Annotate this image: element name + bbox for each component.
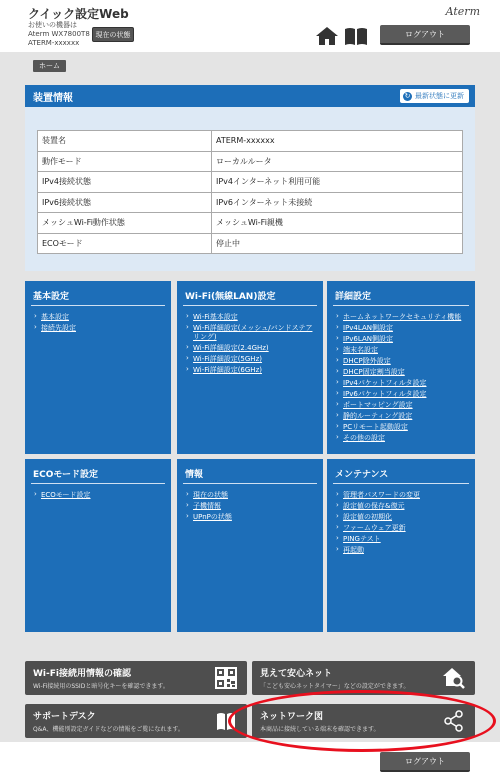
card-title: ネットワーク図 — [260, 712, 324, 722]
table-row — [38, 233, 463, 254]
logout-button-bottom[interactable]: ログアウト — [380, 752, 470, 772]
table-row — [38, 151, 463, 172]
logout-button-top[interactable]: ログアウト — [380, 25, 470, 45]
info-panel — [177, 459, 323, 632]
menu-link[interactable]: › その他の設定 — [335, 434, 467, 443]
refresh-icon: ↻ — [404, 92, 411, 100]
device-line-1: お使いの機器は — [28, 21, 77, 29]
menu-link[interactable]: › 設定値の保存&復元 — [335, 502, 467, 511]
row-value: 停止中 — [212, 233, 463, 254]
card-title: 見えて安心ネット — [260, 669, 333, 679]
panel-title: ECOモード設定 — [33, 470, 99, 480]
menu-link[interactable]: › 管理者パスワードの変更 — [335, 491, 467, 500]
menu-link[interactable]: › 設定値の初期化 — [335, 513, 467, 522]
menu-link[interactable]: › IPv6LAN側設定 — [335, 335, 467, 344]
panel-title: 基本設定 — [33, 292, 70, 302]
menu-link[interactable]: › Wi-Fi詳細設定(2.4GHz) — [185, 344, 315, 353]
app-title: クイック設定Web — [28, 7, 129, 21]
menu-link[interactable]: › DHCP固定割当設定 — [335, 368, 467, 377]
menu-link[interactable]: › Wi-Fi詳細設定(5GHz) — [185, 355, 315, 364]
row-key: 装置名 — [38, 131, 212, 152]
panel-title: 詳細設定 — [335, 292, 372, 302]
menu-link[interactable]: › ポートマッピング設定 — [335, 401, 467, 410]
device-model: Aterm WX7800T8 — [28, 30, 90, 38]
menu-link[interactable]: › Wi-Fi基本設定 — [185, 313, 315, 322]
current-status-button[interactable]: 現在の状態 — [92, 27, 134, 42]
manual-book-icon[interactable] — [344, 27, 368, 45]
menu-link[interactable]: › UPnPの状態 — [185, 513, 315, 522]
qr-code-icon — [215, 667, 237, 689]
share-network-icon — [443, 710, 465, 732]
maintenance-panel — [327, 459, 475, 632]
refresh-button[interactable] — [400, 89, 469, 103]
device-info-panel — [25, 107, 475, 271]
menu-link[interactable]: › Wi-Fi詳細設定(6GHz) — [185, 366, 315, 375]
card-desc: 本商品に接続している端末を確認できます。 — [260, 726, 380, 733]
menu-link[interactable]: › 基本設定 — [33, 313, 163, 322]
card-title: Wi-Fi接続用情報の確認 — [33, 669, 131, 679]
menu-link[interactable]: › 静的ルーティング設定 — [335, 412, 467, 421]
row-key: IPv4接続状態 — [38, 172, 212, 193]
support-desk-card[interactable] — [25, 704, 247, 738]
device-name: ATERM-xxxxxx — [28, 39, 80, 47]
wifi-settings-panel — [177, 281, 323, 454]
device-info-title: 装置情報 — [33, 92, 73, 104]
anshin-net-card[interactable] — [252, 661, 475, 695]
card-title: サポートデスク — [33, 712, 96, 722]
menu-link[interactable]: › ECOモード設定 — [33, 491, 163, 500]
panel-title: メンテナンス — [335, 470, 389, 480]
menu-link[interactable]: › DHCP除外設定 — [335, 357, 467, 366]
row-key: メッシュWi-Fi動作状態 — [38, 213, 212, 234]
menu-link[interactable]: › Wi-Fi詳細設定(メッシュ/バンドステアリング) — [185, 324, 315, 342]
card-desc: 「こども安心ネットタイマー」などの設定ができます。 — [260, 683, 410, 690]
device-label — [28, 21, 90, 48]
row-value: メッシュWi-Fi親機 — [212, 213, 463, 234]
home-icon[interactable] — [316, 27, 338, 45]
brand-logo: Aterm — [445, 5, 480, 18]
row-key: IPv6接続状態 — [38, 192, 212, 213]
table-row — [38, 192, 463, 213]
table-row — [38, 131, 463, 152]
row-key: ECOモード — [38, 233, 212, 254]
basic-settings-panel — [25, 281, 171, 454]
menu-link[interactable]: › 再起動 — [335, 546, 467, 555]
device-info-header — [25, 85, 475, 107]
refresh-label: 最新状態に更新 — [415, 92, 464, 100]
menu-link[interactable]: › PINGテスト — [335, 535, 467, 544]
advanced-settings-panel — [327, 281, 475, 454]
panel-title: 情報 — [185, 470, 204, 480]
menu-link[interactable]: › IPv6パケットフィルタ設定 — [335, 390, 467, 399]
device-info-table — [37, 130, 463, 254]
open-book-icon — [215, 710, 237, 732]
menu-link[interactable]: › 接続先設定 — [33, 324, 163, 333]
card-desc: Q&A、機能別設定ガイドなどの情報をご覧になれます。 — [33, 726, 184, 733]
row-key: 動作モード — [38, 151, 212, 172]
wifi-info-card[interactable] — [25, 661, 247, 695]
menu-link[interactable]: › 子機情報 — [185, 502, 315, 511]
menu-link[interactable]: › 端末名設定 — [335, 346, 467, 355]
panel-title: Wi-Fi(無線LAN)設定 — [185, 292, 276, 302]
breadcrumb-home[interactable]: ホーム — [33, 60, 66, 72]
row-value: ローカルルータ — [212, 151, 463, 172]
header — [0, 0, 500, 52]
menu-link[interactable]: › ホームネットワークセキュリティ機能 — [335, 313, 467, 322]
menu-link[interactable]: › IPv4パケットフィルタ設定 — [335, 379, 467, 388]
menu-link[interactable]: › ファームウェア更新 — [335, 524, 467, 533]
card-desc: Wi-Fi接続用のSSIDと暗号化キーを確認できます。 — [33, 683, 169, 690]
menu-link[interactable]: › 現在の状態 — [185, 491, 315, 500]
menu-link[interactable]: › IPv4LAN側設定 — [335, 324, 467, 333]
menu-link[interactable]: › PCリモート起動設定 — [335, 423, 467, 432]
home-search-icon — [443, 667, 465, 689]
row-value: IPv6インターネット未接続 — [212, 192, 463, 213]
table-row — [38, 172, 463, 193]
network-map-card[interactable] — [252, 704, 475, 738]
table-row — [38, 213, 463, 234]
eco-settings-panel — [25, 459, 171, 632]
row-value: IPv4インターネット利用可能 — [212, 172, 463, 193]
row-value: ATERM-xxxxxx — [212, 131, 463, 152]
